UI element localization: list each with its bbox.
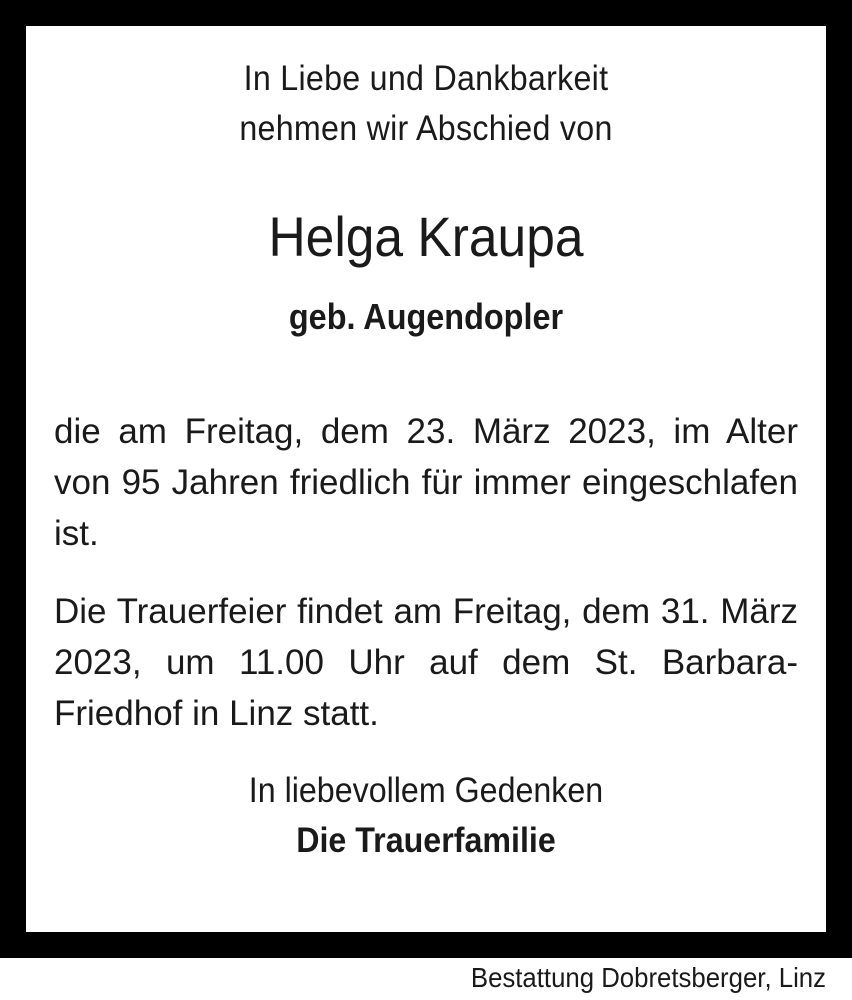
closing-family: Die Trauerfamilie xyxy=(296,821,556,860)
closing-line-1: In liebevollem Gedenken xyxy=(248,771,604,810)
funeral-service-paragraph: Die Trauerfeier findet am Freitag, dem 31. März 2023, um 11.00 Uhr auf dem St. Barbara-Friedhof in Linz statt. xyxy=(54,592,798,733)
notice-panel xyxy=(26,26,826,932)
undertaker-credit: Bestattung Dobretsberger, Linz xyxy=(470,962,826,993)
death-announcement-paragraph: die am Freitag, dem 23. März 2023, im Alter von 95 Jahren friedlich für immer eingeschlafen ist. xyxy=(54,412,798,553)
deceased-name: Helga Kraupa xyxy=(268,205,584,268)
intro-line-2: nehmen wir Abschied von xyxy=(239,109,613,148)
closing-text xyxy=(58,766,794,866)
intro-line-1: In Liebe und Dankbarkeit xyxy=(243,59,609,98)
intro-text xyxy=(58,54,794,154)
maiden-name: geb. Augendopler xyxy=(288,296,564,337)
